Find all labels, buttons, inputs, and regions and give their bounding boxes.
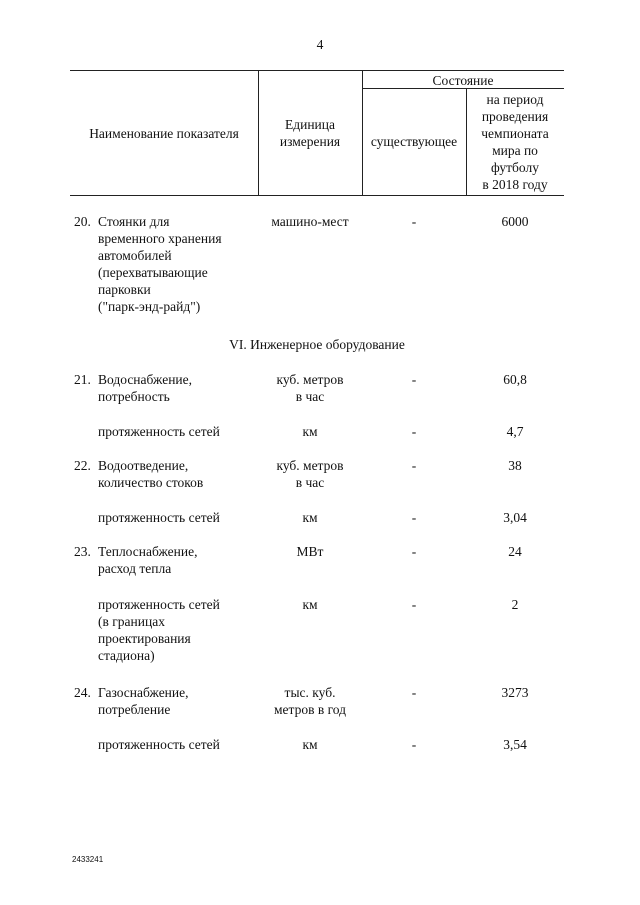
row-existing: -: [411, 424, 417, 439]
header-period: на период проведения чемпионата мира по футболу в 2018 году: [481, 92, 549, 192]
header-name: Наименование показателя: [89, 126, 239, 141]
document-code: 2433241: [72, 855, 104, 864]
row-existing: -: [411, 214, 417, 229]
row-name: протяженность сетей: [98, 510, 220, 525]
header-bottom-rule: [70, 195, 564, 196]
row-value: 60,8: [503, 372, 527, 387]
header-top-rule: [70, 70, 564, 71]
header-existing: существующее: [370, 134, 458, 149]
row-number: 23.: [74, 544, 91, 559]
row-name: протяженность сетей: [98, 737, 220, 752]
row-unit: км: [302, 737, 318, 752]
row-name: Стоянки для временного хранения автомобилей (перехватывающие парковки ("парк-энд-райд"): [98, 214, 222, 314]
row-unit: куб. метров в час: [276, 372, 344, 404]
row-existing: -: [411, 458, 417, 473]
row-unit: км: [302, 597, 318, 612]
row-name: Водоотведение, количество стоков: [98, 458, 204, 490]
row-unit: км: [302, 510, 318, 525]
header-state: Состояние: [432, 73, 494, 88]
row-name: Теплоснабжение, расход тепла: [98, 544, 198, 576]
row-existing: -: [411, 544, 417, 559]
row-name: протяженность сетей: [98, 424, 220, 439]
row-existing: -: [411, 737, 417, 752]
row-number: 24.: [74, 685, 91, 700]
row-number: 22.: [74, 458, 91, 473]
row-name: протяженность сетей (в границах проектирования стадиона): [98, 597, 220, 663]
row-value: 3273: [501, 685, 529, 700]
row-existing: -: [411, 510, 417, 525]
row-value: 24: [508, 544, 522, 559]
row-name: Газоснабжение, потребление: [98, 685, 189, 717]
row-name: Водоснабжение, потребность: [98, 372, 193, 404]
row-unit: куб. метров в час: [276, 458, 344, 490]
row-value: 3,04: [503, 510, 527, 525]
row-existing: -: [411, 685, 417, 700]
row-number: 20.: [74, 214, 91, 229]
page-number: 4: [316, 37, 324, 52]
row-value: 4,7: [506, 424, 524, 439]
row-value: 2: [511, 597, 519, 612]
row-value: 6000: [501, 214, 529, 229]
row-unit: тыс. куб. метров в год: [273, 685, 347, 717]
row-number: 21.: [74, 372, 91, 387]
row-value: 3,54: [503, 737, 527, 752]
row-unit: км: [302, 424, 318, 439]
section-heading: VI. Инженерное оборудование: [229, 337, 405, 352]
row-existing: -: [411, 597, 417, 612]
row-value: 38: [508, 458, 522, 473]
row-unit: машино-мест: [271, 214, 349, 229]
row-existing: -: [411, 372, 417, 387]
header-unit: Единица измерения: [279, 117, 341, 149]
row-unit: МВт: [296, 544, 324, 559]
